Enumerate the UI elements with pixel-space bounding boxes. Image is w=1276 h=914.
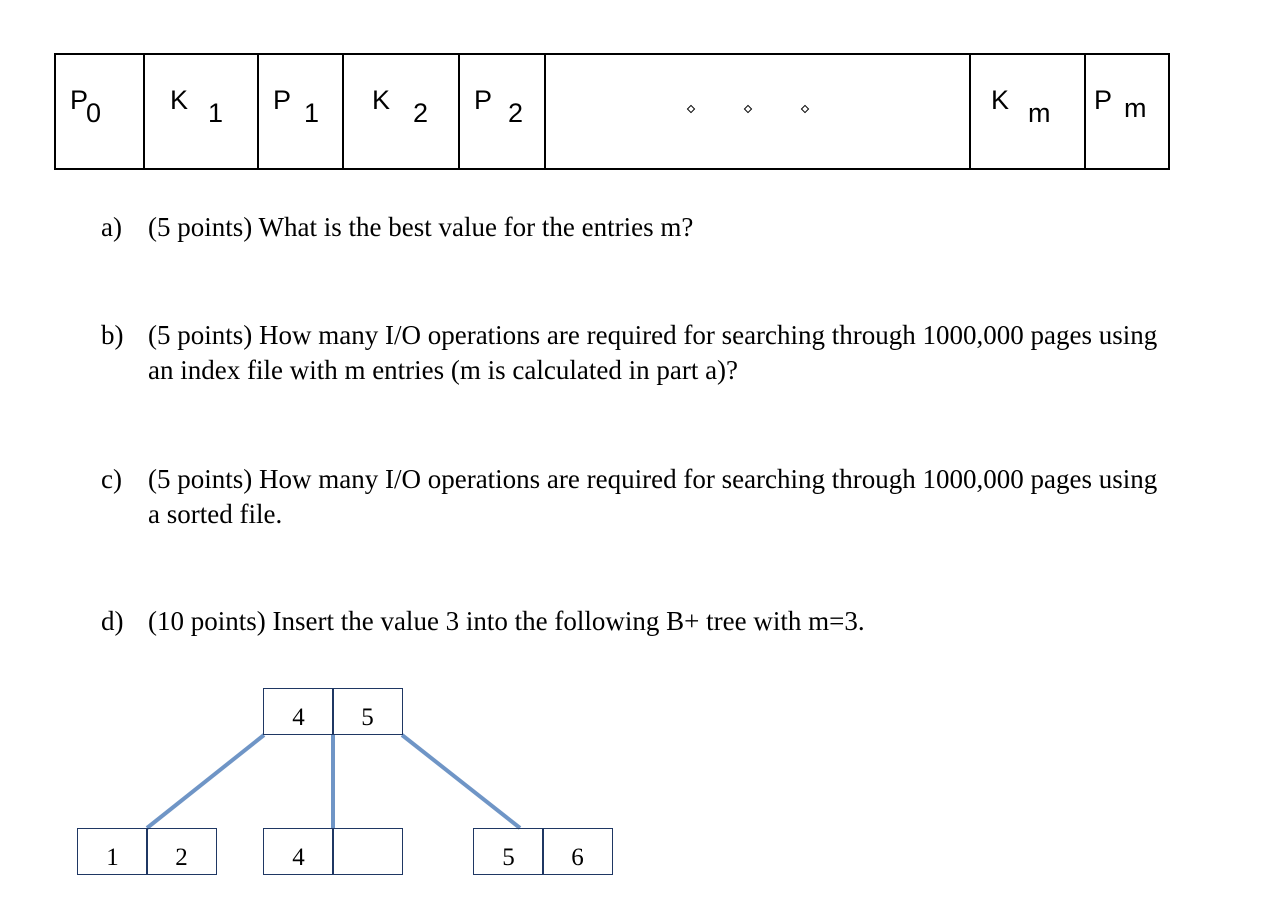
cell-symbol: P: [273, 85, 292, 115]
ellipsis-cell: [546, 55, 971, 168]
question-letter: c): [101, 464, 122, 494]
pointer-pm-cell: [1086, 55, 1168, 168]
cell-subscript: m: [1124, 93, 1147, 123]
tree-edge-right: [402, 735, 520, 828]
leaf-key-cell: [332, 828, 403, 875]
question-text: (5 points) How many I/O operations are required for searching through 1000,000 pages using a sorted file.: [148, 464, 1158, 529]
cell-subscript: 1: [208, 98, 224, 128]
leaf-key-cell: 1: [77, 828, 148, 875]
pointer-p2-cell: [460, 55, 546, 168]
cell-subscript: m: [1028, 98, 1051, 128]
root-key-cell: 4: [263, 688, 334, 735]
cell-subscript: 2: [508, 98, 524, 128]
leaf-key-cell: 2: [146, 828, 217, 875]
question-letter: d): [101, 606, 124, 636]
cell-symbol: P: [1094, 85, 1113, 115]
cell-subscript: 1: [304, 98, 320, 128]
cell-subscript: 0: [86, 98, 102, 128]
question-text: (5 points) How many I/O operations are required for searching through 1000,000 pages using an index file with m entries (m is calculated in part a)?: [148, 320, 1158, 385]
tree-edge-left: [147, 735, 264, 828]
question-text: (10 points) Insert the value 3 into the following B+ tree with m=3.: [148, 606, 865, 636]
cell-symbol: K: [372, 85, 391, 115]
index-node-diagram: [54, 53, 1170, 170]
root-key-cell: 5: [332, 688, 403, 735]
cell-symbol: P: [474, 85, 493, 115]
pointer-p0-cell: [56, 55, 145, 168]
key-k1-cell: [145, 55, 259, 168]
leaf-key-cell: 4: [263, 828, 334, 875]
key-k2-cell: [344, 55, 460, 168]
question-letter: b): [101, 320, 124, 350]
leaf-key-cell: 5: [473, 828, 544, 875]
ellipsis-dot: [744, 105, 752, 113]
question-text: (5 points) What is the best value for the entries m?: [148, 212, 694, 242]
cell-subscript: 2: [413, 98, 429, 128]
pointer-p1-cell: [259, 55, 344, 168]
question-letter: a): [101, 212, 122, 242]
cell-symbol: K: [991, 85, 1010, 115]
leaf-key-cell: 6: [542, 828, 613, 875]
ellipsis-dot: [801, 105, 809, 113]
ellipsis-dot: [687, 105, 695, 113]
key-km-cell: [971, 55, 1086, 168]
cell-symbol: P: [70, 85, 89, 115]
cell-symbol: K: [170, 85, 189, 115]
